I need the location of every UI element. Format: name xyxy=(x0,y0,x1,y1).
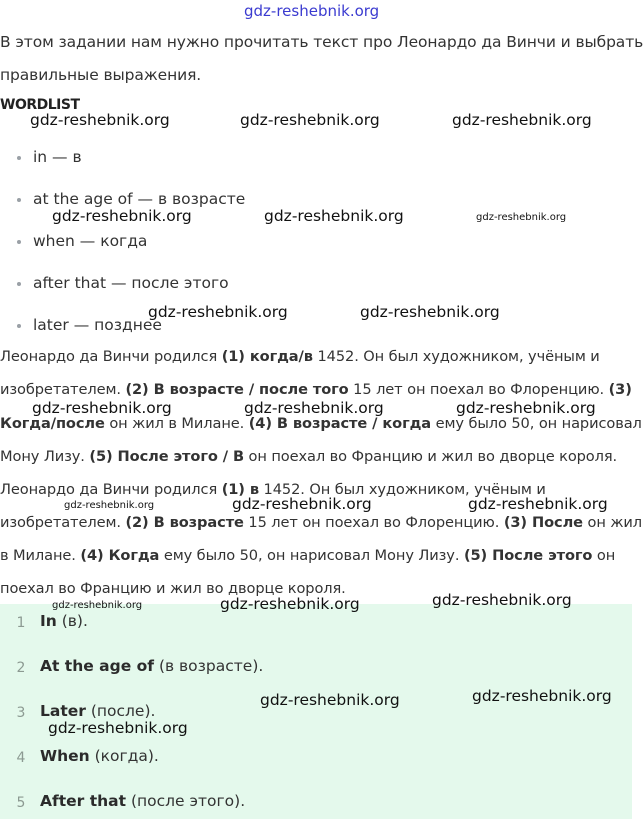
wordlist-item: after that — после этого xyxy=(33,274,229,292)
answer-item: Later (после). xyxy=(40,702,156,720)
intro-line-2: правильные выражения. xyxy=(0,66,202,84)
watermark: gdz-reshebnik.org xyxy=(472,687,612,705)
watermark: gdz-reshebnik.org xyxy=(48,719,188,737)
answer-item: At the age of (в возрасте). xyxy=(40,657,264,675)
answer-item: When (когда). xyxy=(40,747,159,765)
solution-line-2: изобретателем. (2) В возрасте 15 лет он поехал во Флоренцию. (3) После он жил xyxy=(0,514,642,531)
answer-item: After that (после этого). xyxy=(40,792,246,810)
intro-line-1: В этом задании нам нужно прочитать текст про Леонардо да Винчи и выбрать xyxy=(0,33,643,51)
watermark: gdz-reshebnik.org xyxy=(32,399,172,417)
answer-item: In (в). xyxy=(40,612,88,630)
wordlist-item: when — когда xyxy=(33,232,148,250)
bullet-icon xyxy=(17,156,21,160)
watermark: gdz-reshebnik.org xyxy=(52,207,192,225)
bullet-icon xyxy=(17,324,21,328)
watermark: gdz-reshebnik.org xyxy=(148,303,288,321)
watermark: gdz-reshebnik.org xyxy=(260,691,400,709)
watermark: gdz-reshebnik.org xyxy=(432,591,572,609)
solution-line-4: поехал во Францию и жил во дворце короля. xyxy=(0,580,346,597)
answer-number: 4 xyxy=(16,750,26,766)
watermark: gdz-reshebnik.org xyxy=(220,595,360,613)
answer-number: 5 xyxy=(16,795,26,811)
task-line-3: Когда/после он жил в Милане. (4) В возрасте / когда ему было 50, он нарисовал xyxy=(0,415,642,432)
watermark: gdz-reshebnik.org xyxy=(240,111,380,129)
answer-number: 2 xyxy=(16,660,26,676)
bullet-icon xyxy=(17,240,21,244)
watermark: gdz-reshebnik.org xyxy=(476,212,567,223)
watermark-top: gdz-reshebnik.org xyxy=(244,2,380,20)
wordlist-item: in — в xyxy=(33,148,82,166)
watermark: gdz-reshebnik.org xyxy=(452,111,592,129)
bullet-icon xyxy=(17,282,21,286)
watermark: gdz-reshebnik.org xyxy=(232,495,372,513)
wordlist-item: at the age of — в возрасте xyxy=(33,190,246,208)
answer-number: 3 xyxy=(16,705,26,721)
answer-number: 1 xyxy=(16,615,26,631)
watermark: gdz-reshebnik.org xyxy=(360,303,500,321)
watermark: gdz-reshebnik.org xyxy=(52,600,143,611)
wordlist-heading: WORDLIST xyxy=(0,97,80,113)
task-line-2: изобретателем. (2) В возрасте / после того 15 лет он поехал во Флоренцию. (3) xyxy=(0,381,632,398)
wordlist-item: later — позднее xyxy=(33,316,162,334)
bullet-icon xyxy=(17,198,21,202)
watermark: gdz-reshebnik.org xyxy=(468,495,608,513)
watermark: gdz-reshebnik.org xyxy=(264,207,404,225)
solution-line-3: в Милане. (4) Когда ему было 50, он нарисовал Мону Лизу. (5) После этого он xyxy=(0,547,616,564)
watermark: gdz-reshebnik.org xyxy=(244,399,384,417)
answers-box xyxy=(0,604,632,819)
watermark: gdz-reshebnik.org xyxy=(30,111,170,129)
task-line-1: Леонардо да Винчи родился (1) когда/в 1452. Он был художником, учёным и xyxy=(0,348,600,365)
solution-line-1: Леонардо да Винчи родился (1) в 1452. Он был художником, учёным и xyxy=(0,481,546,498)
task-line-4: Мону Лизу. (5) После этого / В он поехал во Францию и жил во дворце короля. xyxy=(0,448,618,465)
watermark: gdz-reshebnik.org xyxy=(64,500,155,511)
watermark: gdz-reshebnik.org xyxy=(456,399,596,417)
